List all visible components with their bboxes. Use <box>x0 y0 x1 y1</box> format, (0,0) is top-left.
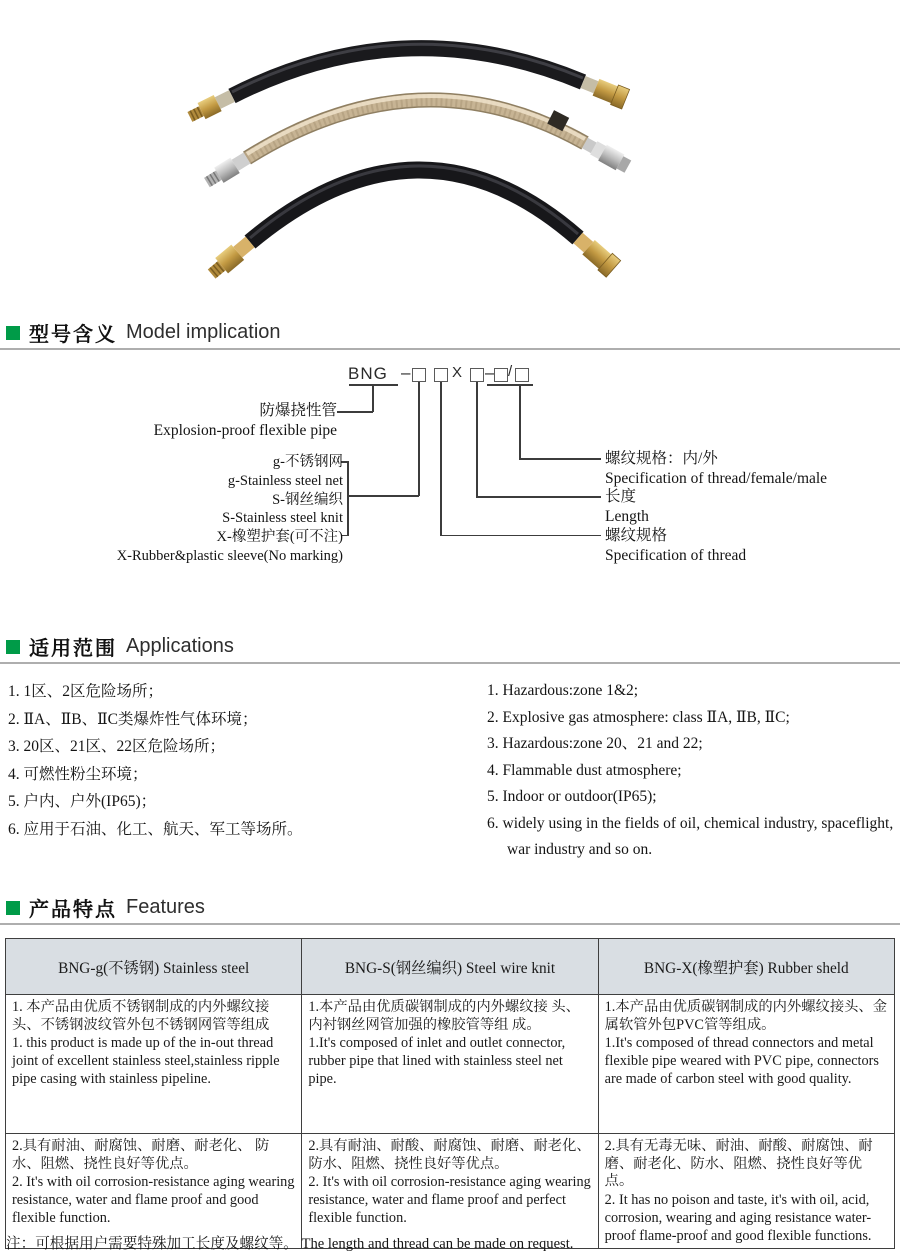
model-dash2: – <box>485 363 496 382</box>
connector-line <box>476 496 601 498</box>
label-en: Length <box>605 508 649 525</box>
section-header-model <box>6 318 281 347</box>
model-dash: – <box>401 363 412 382</box>
cell-text-cn: 1. 本产品由优质不锈钢制成的内外螺纹接头、不锈钢波纹管外包不锈钢网管等组成 <box>12 999 270 1033</box>
brass-fitting-right <box>579 72 630 109</box>
section-title-cn: 适用范围 <box>29 638 117 660</box>
cell-text-en: 1. this product is made up of the in-out thread joint of excellent stainless steel,stainless ripple pipe casing with stainless pipeline. <box>12 1035 280 1087</box>
silver-fitting-right <box>581 135 633 174</box>
label-cn: 螺纹规格 <box>605 527 668 544</box>
label-en: Specification of thread <box>605 547 747 564</box>
column-header: BNG-S(钢丝编织) Steel wire knit <box>302 939 598 995</box>
cell-text-en: 2. It's with oil corrosion-resistance aging wearing resistance, water and flame proof and perfect flexible function. <box>308 1174 591 1226</box>
label-material-codes <box>40 453 343 566</box>
cell-text-cn: 2.具有无毒无味、耐油、耐酸、耐腐蚀、耐磨、耐老化、防水、阻燃、挠性良好等优点。 <box>604 1138 873 1190</box>
label-cn: 长度 <box>605 488 637 505</box>
cell-text-cn: 1.本产品由优质碳钢制成的内外螺纹接 头、内衬钢丝网管加强的橡胶管等组 成。 <box>308 999 580 1033</box>
table-cell <box>6 995 302 1134</box>
model-box-1 <box>412 368 426 382</box>
label-thread-female-male <box>605 449 827 489</box>
applications-list-cn <box>8 678 458 843</box>
table-row <box>6 995 895 1134</box>
list-item: 3. 20区、21区、22区危险场所； <box>8 738 226 755</box>
green-square-bullet-icon <box>6 640 20 654</box>
connector-line <box>519 458 601 460</box>
bracket-line <box>347 461 349 536</box>
connector-line <box>337 411 373 413</box>
cell-text-en: 2. It's with oil corrosion-resistance aging wearing resistance, water and flame proof and good flexible function. <box>12 1174 295 1226</box>
column-header: BNG-g(不锈钢) Stainless steel <box>6 939 302 995</box>
list-item: 6. widely using in the fields of oil, chemical industry, spaceflight, war industry and so on. <box>487 814 894 858</box>
label-cn: 螺纹规格：内/外 <box>605 450 718 467</box>
section-title-en: Model implication <box>126 321 281 343</box>
section-title-en: Features <box>126 896 205 918</box>
label-line: X-橡塑护套(可不注) <box>216 529 343 546</box>
label-line: g-Stainless steel net <box>227 472 343 489</box>
section-title-en: Applications <box>126 635 234 657</box>
features-table <box>5 938 895 1249</box>
label-line: S-Stainless steel knit <box>222 510 343 527</box>
black-rubber-hose-top <box>186 44 630 125</box>
applications-list-en <box>487 678 897 864</box>
brass-fitting-left <box>186 88 236 125</box>
green-square-bullet-icon <box>6 326 20 340</box>
connector-line <box>418 382 420 496</box>
model-box-2 <box>434 368 448 382</box>
label-cn: 防爆挠性管 <box>259 402 337 419</box>
model-box-3 <box>470 368 484 382</box>
connector-line <box>476 382 478 497</box>
table-cell <box>598 995 894 1134</box>
list-item: 5. 户内、户外(IP65)； <box>8 793 157 810</box>
list-item: 1. 1区、2区危险场所； <box>8 683 164 700</box>
black-rubber-hose-bottom <box>205 166 620 282</box>
connector-line <box>440 535 601 537</box>
section-rule <box>0 662 900 664</box>
brass-fitting-left <box>205 234 256 281</box>
model-x: X <box>452 364 464 381</box>
section-rule <box>0 923 900 925</box>
label-length <box>605 487 649 527</box>
label-en: Specification of thread/female/male <box>605 470 828 487</box>
label-thread-spec <box>605 526 746 566</box>
cell-text-en: 1.It's composed of inlet and outlet connector, rubber pipe that lined with stainless steel net pipe. <box>308 1035 566 1087</box>
underline-suffix <box>487 384 533 386</box>
list-item: 2. ⅡA、ⅡB、ⅡC类爆炸性气体环境； <box>8 710 258 728</box>
footnote: 注：可根据用户需要特殊加工长度及螺纹等。 The length and thread can be made on request. <box>6 1236 574 1252</box>
column-header: BNG-X(橡塑护套) Rubber sheld <box>598 939 894 995</box>
model-box-4 <box>494 368 508 382</box>
connector-line <box>519 385 521 459</box>
green-square-bullet-icon <box>6 901 20 915</box>
list-item: 2. Explosive gas atmosphere: class ⅡA, ⅡB, ⅡC; <box>487 708 790 726</box>
cell-text-cn: 2.具有耐油、耐酸、耐腐蚀、耐磨、耐老化、防水、阻燃、挠性良好等优点。 <box>308 1138 591 1172</box>
cell-text-en: 2. It has no poison and taste, it's with oil, acid, corrosion, wearing and aging resistance water-proof flame-proof and good flexible functions. <box>604 1192 872 1244</box>
section-rule <box>0 348 900 350</box>
list-item: 6. 应用于石油、化工、航天、军工等场所。 <box>8 820 303 838</box>
product-hero-image <box>0 0 900 312</box>
list-item: 3. Hazardous:zone 20、21 and 22; <box>487 735 703 752</box>
section-header-applications <box>6 632 234 661</box>
section-title-cn: 产品特点 <box>29 899 117 921</box>
cell-text-en: 1.It's composed of thread connectors and metal flexible pipe weared with PVC pipe, connectors are made of carbon steel with good quality. <box>604 1035 879 1087</box>
connector-line <box>372 385 374 412</box>
table-header-row <box>6 939 895 995</box>
label-line: g-不锈钢网 <box>272 454 343 470</box>
label-line: X-Rubber&plastic sleeve(No marking) <box>116 547 343 564</box>
list-item: 1. Hazardous:zone 1&2; <box>487 682 639 699</box>
list-item: 5. Indoor or outdoor(IP65); <box>487 788 657 805</box>
list-item: 4. Flammable dust atmosphere; <box>487 761 682 779</box>
model-slash: / <box>508 363 514 380</box>
cell-text-cn: 1.本产品由优质碳钢制成的内外螺纹接头、金属软管外包PVC管等组成。 <box>604 999 888 1033</box>
connector-line <box>347 495 419 497</box>
label-explosion-proof-pipe <box>40 401 337 441</box>
label-en: Explosion-proof flexible pipe <box>153 422 337 439</box>
model-box-5 <box>515 368 529 382</box>
section-title-cn: 型号含义 <box>29 324 117 346</box>
table-cell <box>598 1134 894 1249</box>
connector-line <box>440 382 442 536</box>
underline-bng <box>349 384 398 386</box>
list-item: 4. 可燃性粉尘环境； <box>8 765 148 783</box>
model-implication-diagram <box>0 358 900 600</box>
section-header-features <box>6 893 205 922</box>
silver-fitting-left <box>202 150 251 190</box>
table-cell <box>302 995 598 1134</box>
label-line: S-钢丝编织 <box>272 491 343 508</box>
model-prefix: BNG <box>348 364 388 383</box>
cell-text-cn: 2.具有耐油、耐腐蚀、耐磨、耐老化、 防水、阻燃、挠性良好等优点。 <box>12 1138 270 1172</box>
